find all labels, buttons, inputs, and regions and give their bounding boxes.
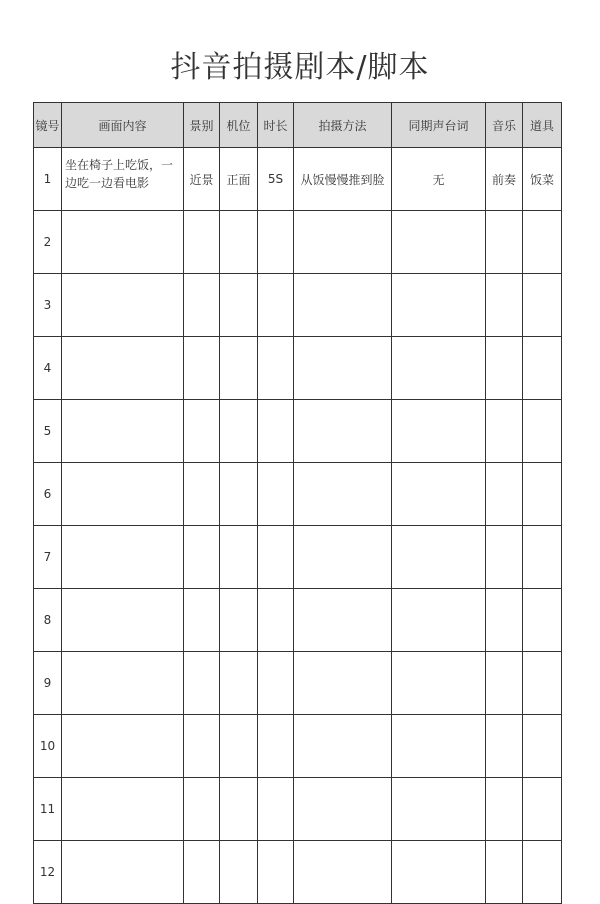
cell-dialogue[interactable] bbox=[392, 526, 486, 589]
cell-music[interactable] bbox=[486, 715, 523, 778]
cell-dialogue[interactable] bbox=[392, 337, 486, 400]
cell-duration[interactable] bbox=[258, 337, 294, 400]
table-row bbox=[34, 274, 562, 337]
header-props: 道具 bbox=[523, 103, 562, 148]
cell-dialogue[interactable] bbox=[392, 400, 486, 463]
cell-method[interactable] bbox=[294, 211, 392, 274]
cell-props[interactable] bbox=[523, 778, 562, 841]
cell-content[interactable] bbox=[62, 715, 184, 778]
cell-camera[interactable] bbox=[220, 526, 258, 589]
cell-props[interactable] bbox=[523, 400, 562, 463]
table-row bbox=[34, 778, 562, 841]
table-row bbox=[34, 589, 562, 652]
cell-camera[interactable]: 正面 bbox=[220, 148, 258, 211]
cell-method[interactable] bbox=[294, 652, 392, 715]
cell-music[interactable] bbox=[486, 778, 523, 841]
cell-music[interactable]: 前奏 bbox=[486, 148, 523, 211]
cell-content[interactable] bbox=[62, 274, 184, 337]
cell-scene[interactable] bbox=[184, 463, 220, 526]
cell-duration[interactable] bbox=[258, 652, 294, 715]
cell-music[interactable] bbox=[486, 211, 523, 274]
cell-dialogue[interactable] bbox=[392, 589, 486, 652]
cell-no[interactable]: 12 bbox=[34, 841, 62, 904]
cell-method[interactable] bbox=[294, 715, 392, 778]
cell-camera[interactable] bbox=[220, 463, 258, 526]
cell-method[interactable] bbox=[294, 463, 392, 526]
cell-content[interactable] bbox=[62, 211, 184, 274]
cell-method[interactable] bbox=[294, 841, 392, 904]
cell-no[interactable]: 9 bbox=[34, 652, 62, 715]
cell-dialogue[interactable] bbox=[392, 463, 486, 526]
cell-content[interactable] bbox=[62, 589, 184, 652]
cell-duration[interactable] bbox=[258, 526, 294, 589]
cell-method[interactable]: 从饭慢慢推到脸 bbox=[294, 148, 392, 211]
cell-no[interactable]: 2 bbox=[34, 211, 62, 274]
cell-scene[interactable] bbox=[184, 337, 220, 400]
cell-no[interactable]: 10 bbox=[34, 715, 62, 778]
cell-music[interactable] bbox=[486, 463, 523, 526]
cell-scene[interactable] bbox=[184, 274, 220, 337]
cell-props[interactable]: 饭菜 bbox=[523, 148, 562, 211]
cell-duration[interactable] bbox=[258, 589, 294, 652]
cell-content[interactable] bbox=[62, 778, 184, 841]
cell-duration[interactable] bbox=[258, 778, 294, 841]
cell-content[interactable] bbox=[62, 337, 184, 400]
header-row bbox=[34, 103, 562, 148]
cell-dialogue[interactable] bbox=[392, 211, 486, 274]
cell-no[interactable]: 3 bbox=[34, 274, 62, 337]
header-method: 拍摄方法 bbox=[294, 103, 392, 148]
table-row bbox=[34, 526, 562, 589]
cell-scene[interactable]: 近景 bbox=[184, 148, 220, 211]
header-duration: 时长 bbox=[258, 103, 294, 148]
cell-music[interactable] bbox=[486, 337, 523, 400]
cell-scene[interactable] bbox=[184, 652, 220, 715]
cell-scene[interactable] bbox=[184, 715, 220, 778]
cell-duration[interactable] bbox=[258, 715, 294, 778]
cell-scene[interactable] bbox=[184, 400, 220, 463]
script-table bbox=[33, 102, 562, 904]
cell-scene[interactable] bbox=[184, 841, 220, 904]
cell-props[interactable] bbox=[523, 463, 562, 526]
cell-props[interactable] bbox=[523, 274, 562, 337]
cell-dialogue[interactable] bbox=[392, 652, 486, 715]
cell-camera[interactable] bbox=[220, 211, 258, 274]
cell-props[interactable] bbox=[523, 715, 562, 778]
cell-props[interactable] bbox=[523, 841, 562, 904]
cell-no[interactable]: 8 bbox=[34, 589, 62, 652]
table-row bbox=[34, 400, 562, 463]
cell-duration[interactable] bbox=[258, 463, 294, 526]
cell-duration[interactable] bbox=[258, 841, 294, 904]
cell-dialogue[interactable] bbox=[392, 715, 486, 778]
header-camera: 机位 bbox=[220, 103, 258, 148]
cell-props[interactable] bbox=[523, 526, 562, 589]
cell-scene[interactable] bbox=[184, 526, 220, 589]
cell-no[interactable]: 4 bbox=[34, 337, 62, 400]
cell-scene[interactable] bbox=[184, 589, 220, 652]
table-row bbox=[34, 211, 562, 274]
cell-content[interactable]: 坐在椅子上吃饭，一边吃一边看电影 bbox=[62, 148, 184, 211]
table-row bbox=[34, 715, 562, 778]
cell-music[interactable] bbox=[486, 589, 523, 652]
cell-content[interactable] bbox=[62, 400, 184, 463]
cell-camera[interactable] bbox=[220, 778, 258, 841]
table-row bbox=[34, 337, 562, 400]
cell-scene[interactable] bbox=[184, 778, 220, 841]
cell-duration[interactable]: 5S bbox=[258, 148, 294, 211]
cell-dialogue[interactable]: 无 bbox=[392, 148, 486, 211]
cell-no[interactable]: 11 bbox=[34, 778, 62, 841]
cell-music[interactable] bbox=[486, 400, 523, 463]
table-row bbox=[34, 463, 562, 526]
cell-method[interactable] bbox=[294, 526, 392, 589]
header-content: 画面内容 bbox=[62, 103, 184, 148]
cell-camera[interactable] bbox=[220, 274, 258, 337]
cell-props[interactable] bbox=[523, 211, 562, 274]
cell-camera[interactable] bbox=[220, 589, 258, 652]
cell-content[interactable] bbox=[62, 841, 184, 904]
table-row bbox=[34, 652, 562, 715]
cell-no[interactable]: 7 bbox=[34, 526, 62, 589]
cell-content[interactable] bbox=[62, 652, 184, 715]
cell-duration[interactable] bbox=[258, 274, 294, 337]
cell-music[interactable] bbox=[486, 841, 523, 904]
cell-dialogue[interactable] bbox=[392, 841, 486, 904]
cell-duration[interactable] bbox=[258, 211, 294, 274]
cell-camera[interactable] bbox=[220, 337, 258, 400]
cell-no[interactable]: 5 bbox=[34, 400, 62, 463]
header-no: 镜号 bbox=[34, 103, 62, 148]
cell-props[interactable] bbox=[523, 589, 562, 652]
cell-duration[interactable] bbox=[258, 400, 294, 463]
cell-dialogue[interactable] bbox=[392, 274, 486, 337]
cell-dialogue[interactable] bbox=[392, 778, 486, 841]
cell-camera[interactable] bbox=[220, 652, 258, 715]
page-title: 抖音拍摄剧本/脚本 bbox=[170, 50, 430, 85]
table-row bbox=[34, 841, 562, 904]
cell-scene[interactable] bbox=[184, 211, 220, 274]
cell-method[interactable] bbox=[294, 274, 392, 337]
cell-music[interactable] bbox=[486, 652, 523, 715]
header-scene: 景别 bbox=[184, 103, 220, 148]
header-music: 音乐 bbox=[486, 103, 523, 148]
cell-method[interactable] bbox=[294, 400, 392, 463]
cell-method[interactable] bbox=[294, 337, 392, 400]
cell-camera[interactable] bbox=[220, 715, 258, 778]
cell-method[interactable] bbox=[294, 589, 392, 652]
table-row bbox=[34, 148, 562, 211]
cell-camera[interactable] bbox=[220, 841, 258, 904]
cell-no[interactable]: 6 bbox=[34, 463, 62, 526]
cell-music[interactable] bbox=[486, 526, 523, 589]
cell-content[interactable] bbox=[62, 526, 184, 589]
header-dialogue: 同期声台词 bbox=[392, 103, 486, 148]
cell-props[interactable] bbox=[523, 337, 562, 400]
cell-no[interactable]: 1 bbox=[34, 148, 62, 211]
table-body bbox=[34, 148, 562, 904]
cell-music[interactable] bbox=[486, 274, 523, 337]
cell-camera[interactable] bbox=[220, 400, 258, 463]
cell-content[interactable] bbox=[62, 463, 184, 526]
cell-method[interactable] bbox=[294, 778, 392, 841]
cell-props[interactable] bbox=[523, 652, 562, 715]
